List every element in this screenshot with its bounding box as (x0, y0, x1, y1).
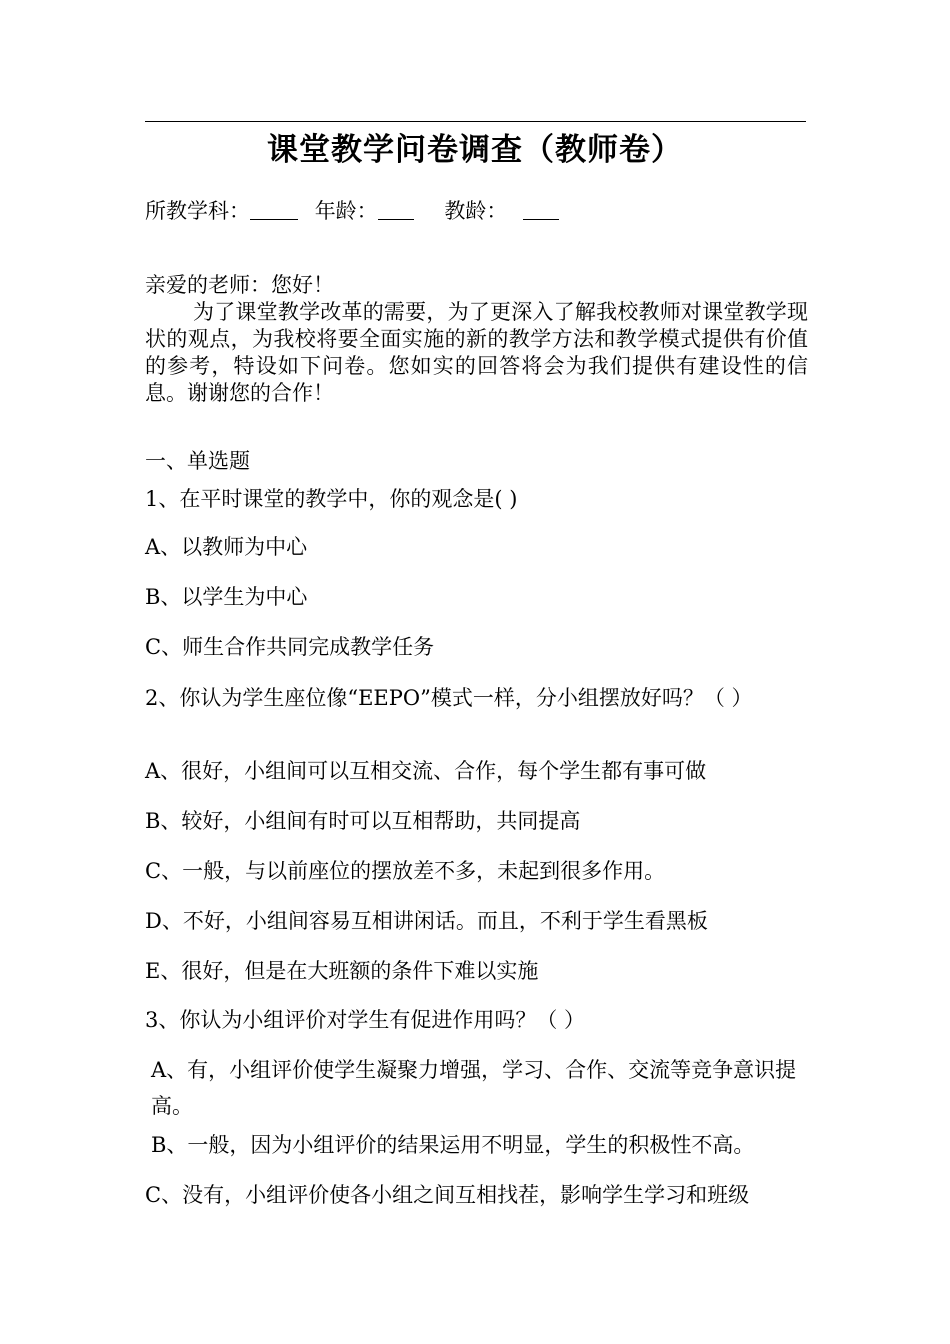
question-3-option-c: C、没有，小组评价使各小组之间互相找茬，影响学生学习和班级 (145, 1183, 750, 1207)
age-blank (378, 199, 414, 220)
subject-label: 所教学科： (145, 199, 250, 223)
teaching-years-label: 教龄： (444, 199, 508, 223)
question-2-prompt: 2、你认为学生座位像“EEPO”模式一样，分小组摆放好吗？（ ） (145, 686, 753, 710)
question-1-option-a: A、以教师为中心 (145, 535, 308, 559)
question-2-option-b: B、较好，小组间有时可以互相帮助，共同提高 (145, 809, 581, 833)
question-3-option-b: B、一般，因为小组评价的结果运用不明显，学生的积极性不高。 (151, 1133, 755, 1157)
teaching-years-blank (523, 199, 559, 220)
question-1-prompt: 1、在平时课堂的教学中，你的观念是( ) (145, 487, 518, 511)
question-2-option-e: E、很好，但是在大班额的条件下难以实施 (145, 959, 539, 983)
subject-blank (250, 199, 298, 220)
question-1-option-c: C、师生合作共同完成教学任务 (145, 635, 435, 659)
header-rule (145, 121, 806, 122)
page-title: 课堂教学问卷调查（教师卷） (267, 132, 683, 168)
question-1-option-b: B、以学生为中心 (145, 585, 308, 609)
intro-paragraph: 为了课堂教学改革的需要，为了更深入了解我校教师对课堂教学现状的观点，为我校将要全面实施的新的教学方法和教学模式提供有价值的参考，特设如下问卷。您如实的回答将会为我们提供有建设性的信息。谢谢您的合作！ (145, 300, 808, 405)
age-label: 年龄： (314, 199, 378, 223)
question-2-option-d: D、不好，小组间容易互相讲闲话。而且，不利于学生看黑板 (145, 909, 708, 933)
teacher-info-line (145, 198, 559, 225)
question-3-prompt: 3、你认为小组评价对学生有促进作用吗？（ ） (145, 1008, 586, 1032)
section-heading: 一、单选题 (145, 449, 250, 473)
question-2-option-a: A、很好，小组间可以互相交流、合作，每个学生都有事可做 (145, 759, 707, 783)
question-3-option-a: A、有，小组评价使学生凝聚力增强，学习、合作、交流等竞争意识提高。 (151, 1058, 797, 1118)
greeting: 亲爱的老师：您好！ (145, 273, 334, 297)
question-2-option-c: C、一般，与以前座位的摆放差不多，未起到很多作用。 (145, 859, 666, 883)
